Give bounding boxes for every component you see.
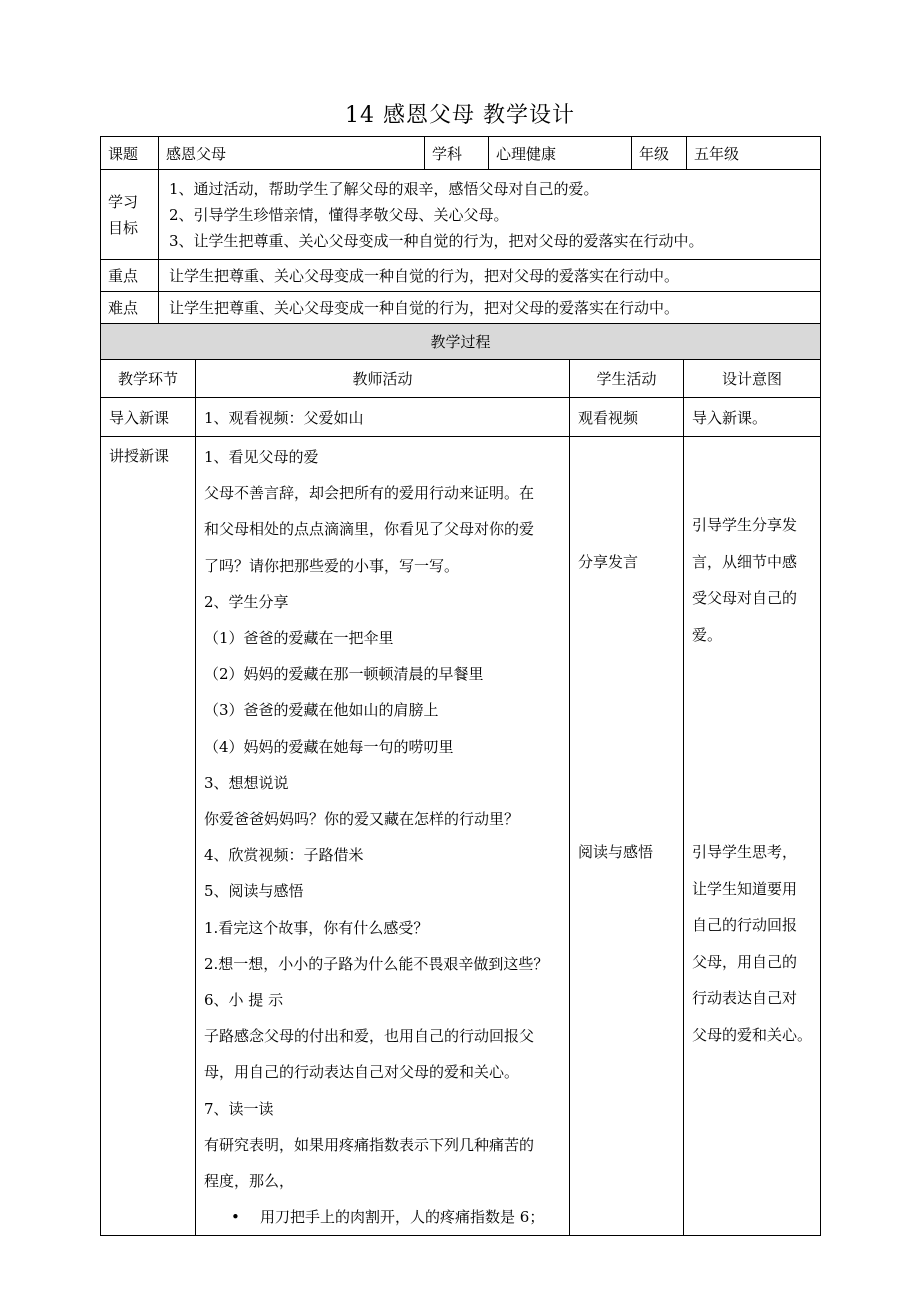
- column-header: 设计意图: [684, 360, 821, 398]
- info-table: [100, 136, 821, 324]
- key-label: 重点: [101, 260, 159, 292]
- goals-label: [101, 170, 159, 260]
- difficult-row: [101, 292, 821, 324]
- intent-line: 自己的行动回报: [692, 916, 798, 934]
- goals-row: [101, 170, 821, 260]
- column-header: 教师活动: [196, 360, 570, 398]
- key-value: 让学生把尊重、关心父母变成一种自觉的行为，把对父母的爱落实在行动中。: [159, 260, 821, 292]
- teacher-line: 有研究表明，如果用疼痛指数表示下列几种痛苦的: [204, 1135, 535, 1154]
- teacher-line: 母，用自己的行动表达自己对父母的爱和关心。: [204, 1063, 520, 1082]
- teacher-line: 3、想想说说: [204, 773, 289, 792]
- teacher-line: 6、小 提 示: [204, 991, 284, 1010]
- teacher-line: 程度，那么，: [204, 1172, 295, 1191]
- design-intent-2: [692, 834, 812, 1053]
- teacher-line: （4）妈妈的爱藏在她每一句的唠叨里: [204, 737, 454, 756]
- teacher-line: （2）妈妈的爱藏在那一顿顿清晨的早餐里: [204, 665, 484, 684]
- teacher-line: 和父母相处的点点滴滴里，你看见了父母对你的爱: [204, 520, 535, 539]
- intent-line: 父母的爱和关心。: [692, 1025, 813, 1044]
- difficult-value: 让学生把尊重、关心父母变成一种自觉的行为，把对父母的爱落实在行动中。: [159, 292, 821, 324]
- subject-label: 课题: [101, 137, 159, 170]
- teacher-line: 1.看完这个故事，你有什么感受？: [204, 918, 429, 937]
- intent-line: 让学生知道要用: [692, 879, 798, 898]
- key-row: [101, 260, 821, 292]
- teacher-line: 5、阅读与感悟: [204, 882, 304, 901]
- intent-line: 受父母对自己的: [692, 589, 798, 607]
- process-header-row: [101, 324, 821, 360]
- teacher-line: 7、读一读: [204, 1099, 274, 1118]
- teacher-line: 子路感念父母的付出和爱，也用自己的行动回报父: [204, 1027, 535, 1046]
- student-activity-cell: 观看视频: [570, 398, 684, 437]
- page-title: 14 感恩父母 教学设计: [345, 103, 575, 128]
- column-header-row: [101, 360, 821, 398]
- goal-item: 2、引导学生珍惜亲情，懂得孝敬父母、关心父母。: [169, 205, 509, 224]
- design-intent-1: [692, 507, 797, 653]
- teacher-line: 2、学生分享: [204, 592, 289, 611]
- table-row: [101, 398, 821, 437]
- student-activity-cell: [570, 437, 684, 1236]
- goal-item: 1、通过活动，帮助学生了解父母的艰辛，感悟父母对自己的爱。: [169, 179, 599, 198]
- grade-value: 五年级: [687, 137, 821, 170]
- goals-list: [159, 170, 821, 260]
- teacher-line: 4、欣赏视频：子路借米: [204, 846, 364, 865]
- intent-line: 父母，用自己的: [692, 952, 798, 971]
- discipline-value: 心理健康: [489, 137, 632, 170]
- goals-label-line: 学习: [108, 192, 139, 211]
- teacher-activity-cell: [196, 437, 570, 1236]
- design-intent-cell: 导入新课。: [684, 398, 821, 437]
- intent-line: 言，从细节中感: [692, 552, 798, 571]
- goals-label-line: 目标: [108, 218, 139, 237]
- discipline-label: 学科: [425, 137, 489, 170]
- bullet-item: • 用刀把手上的肉割开，人的疼痛指数是 6；: [204, 1199, 569, 1235]
- intent-line: 爱。: [692, 625, 723, 644]
- student-activity-share: 分享发言: [578, 553, 639, 571]
- intent-line: 行动表达自己对: [692, 989, 798, 1007]
- grade-label: 年级: [632, 137, 687, 170]
- process-table: [100, 323, 821, 1236]
- intent-line: 引导学生分享发: [692, 516, 798, 534]
- stage-cell: 导入新课: [101, 398, 196, 437]
- info-row: [101, 137, 821, 170]
- process-header: 教学过程: [101, 324, 821, 360]
- intent-line: 引导学生思考，: [692, 843, 798, 861]
- design-intent-cell: [684, 437, 821, 1236]
- teacher-line: （1）爸爸的爱藏在一把伞里: [204, 629, 394, 648]
- teacher-lines: [204, 439, 569, 1199]
- goal-item: 3、让学生把尊重、关心父母变成一种自觉的行为，把对父母的爱落实在行动中。: [169, 231, 704, 250]
- student-activity-read: 阅读与感悟: [578, 843, 654, 861]
- teacher-line: 1、看见父母的爱: [204, 448, 319, 466]
- column-header: 教学环节: [101, 360, 196, 398]
- teacher-line: 父母不善言辞，却会把所有的爱用行动来证明。在: [204, 484, 535, 503]
- table-row: [101, 437, 821, 1236]
- teacher-activity-cell: 1、观看视频：父爱如山: [196, 398, 570, 437]
- column-header: 学生活动: [570, 360, 684, 398]
- teacher-line: 了吗？请你把那些爱的小事，写一写。: [204, 556, 460, 575]
- teacher-line: 2.想一想，小小的子路为什么能不畏艰辛做到这些？: [204, 954, 549, 973]
- stage-cell: 讲授新课: [101, 437, 196, 1236]
- teacher-line: （3）爸爸的爱藏在他如山的肩膀上: [204, 701, 439, 720]
- teacher-line: 你爱爸爸妈妈吗？你的爱又藏在怎样的行动里？: [204, 810, 520, 829]
- subject-value: 感恩父母: [159, 137, 425, 170]
- difficult-label: 难点: [101, 292, 159, 324]
